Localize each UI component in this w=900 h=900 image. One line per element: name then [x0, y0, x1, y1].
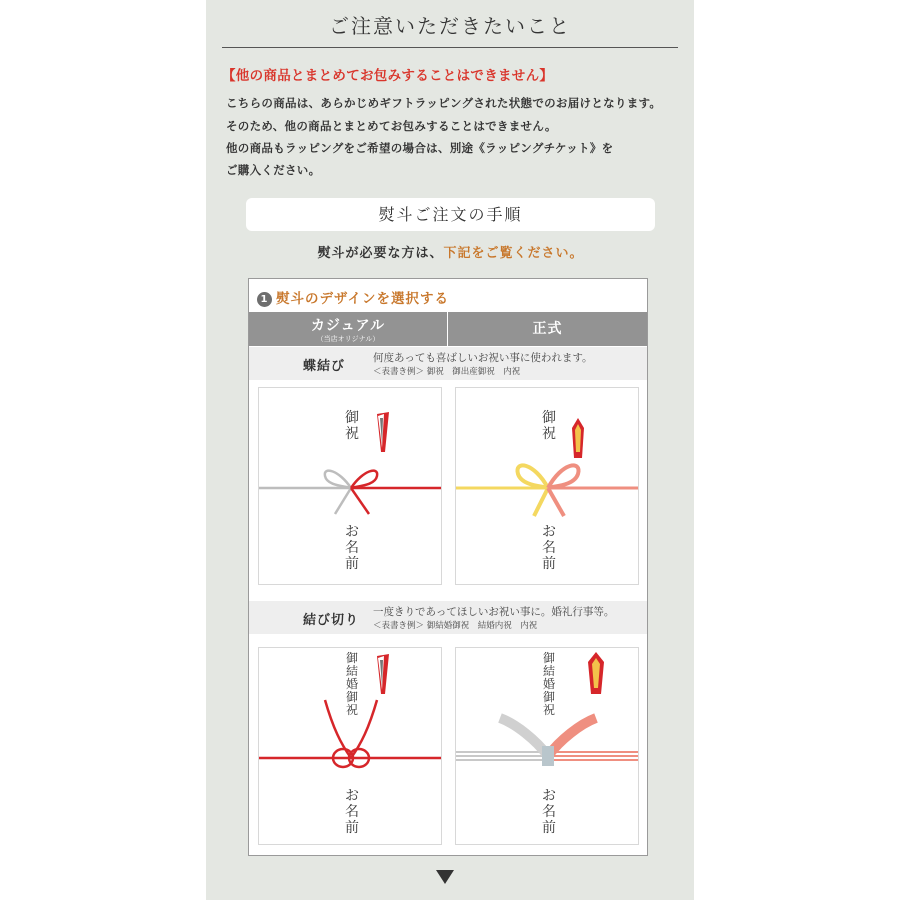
- title-divider: [222, 47, 678, 48]
- glyph: 婚: [345, 677, 358, 691]
- glyph: 名: [345, 804, 359, 820]
- category-knot-example: ＜表書き例＞ 御結婚御祝 結婚内祝 内祝: [373, 621, 538, 631]
- glyph: 御: [542, 410, 556, 426]
- glyph: 御: [542, 651, 555, 665]
- category-knot: [249, 601, 647, 634]
- glyph: お: [345, 788, 359, 804]
- card-2-name-text: [541, 524, 557, 572]
- category-bow-example: ＜表書き例＞ 御祝 御出産御祝 内祝: [373, 367, 521, 377]
- glyph: 御: [345, 690, 358, 704]
- glyph: 祝: [542, 703, 555, 717]
- glyph: 祝: [345, 426, 359, 442]
- notice-line-3: 他の商品もラッピングをご希望の場合は、別途《ラッピングチケット》を: [226, 141, 614, 155]
- category-knot-desc: 一度きりであってほしいお祝い事に。婚礼行事等。: [373, 606, 615, 618]
- subtitle-highlight: 下記をご覧ください。: [443, 246, 584, 261]
- column-header-formal: [448, 312, 647, 346]
- glyph: 婚: [542, 677, 555, 691]
- glyph: 祝: [345, 703, 358, 717]
- notice-line-4: ご購入ください。: [226, 163, 321, 177]
- column-header-casual: [249, 312, 447, 346]
- card-1-top-text: [344, 410, 360, 442]
- notice-line-1: こちらの商品は、あらかじめギフトラッピングされた状態でのお届けとなります。: [226, 96, 662, 110]
- glyph: お: [542, 788, 556, 804]
- casual-label: カジュアル: [310, 318, 386, 334]
- card-4-top-text: [541, 652, 557, 717]
- glyph: 御: [345, 410, 359, 426]
- glyph: 前: [345, 820, 359, 836]
- page-title: ご注意いただきたいこと: [329, 14, 571, 38]
- category-bow: [249, 347, 647, 380]
- glyph: お: [345, 524, 359, 540]
- subtitle-text: 熨斗が必要な方は、: [317, 246, 444, 261]
- glyph: 前: [542, 556, 556, 572]
- step-1-text: 熨斗のデザインを選択する: [276, 291, 450, 307]
- notice-line-2: そのため、他の商品とまとめてお包みすることはできません。: [226, 119, 557, 133]
- category-knot-name: 結び切り: [303, 613, 360, 628]
- glyph: 御: [345, 651, 358, 665]
- category-bow-desc: 何度あっても喜ばしいお祝い事に使われます。: [373, 352, 593, 364]
- warning-heading: 【他の商品とまとめてお包みすることはできません】: [222, 68, 554, 84]
- down-arrow-icon: [436, 870, 454, 884]
- glyph: 結: [542, 664, 555, 678]
- step-1-label: [257, 287, 449, 307]
- step-number-badge: 1: [257, 292, 272, 307]
- noshi-order-title: 熨斗ご注文の手順: [246, 198, 655, 231]
- noshi-card-casual-knot[interactable]: [258, 647, 442, 845]
- card-1-name-text: [344, 524, 360, 572]
- glyph: 祝: [542, 426, 556, 442]
- glyph: お: [542, 524, 556, 540]
- casual-note: （当店オリジナル）: [316, 335, 380, 343]
- noshi-order-subtitle: [246, 242, 655, 261]
- noshi-card-casual-bow[interactable]: [258, 387, 442, 585]
- glyph: 名: [542, 540, 556, 556]
- glyph: 結: [345, 664, 358, 678]
- card-4-name-text: [541, 788, 557, 836]
- noshi-card-formal-knot[interactable]: [455, 647, 639, 845]
- noshi-card-formal-bow[interactable]: [455, 387, 639, 585]
- glyph: 名: [345, 540, 359, 556]
- card-3-top-text: [344, 652, 360, 717]
- noshi-design-box: [248, 278, 648, 856]
- category-bow-name: 蝶結び: [303, 359, 346, 374]
- glyph: 御: [542, 690, 555, 704]
- glyph: 名: [542, 804, 556, 820]
- glyph: 前: [345, 556, 359, 572]
- glyph: 前: [542, 820, 556, 836]
- card-3-name-text: [344, 788, 360, 836]
- formal-label: 正式: [532, 321, 563, 337]
- card-2-top-text: [541, 410, 557, 442]
